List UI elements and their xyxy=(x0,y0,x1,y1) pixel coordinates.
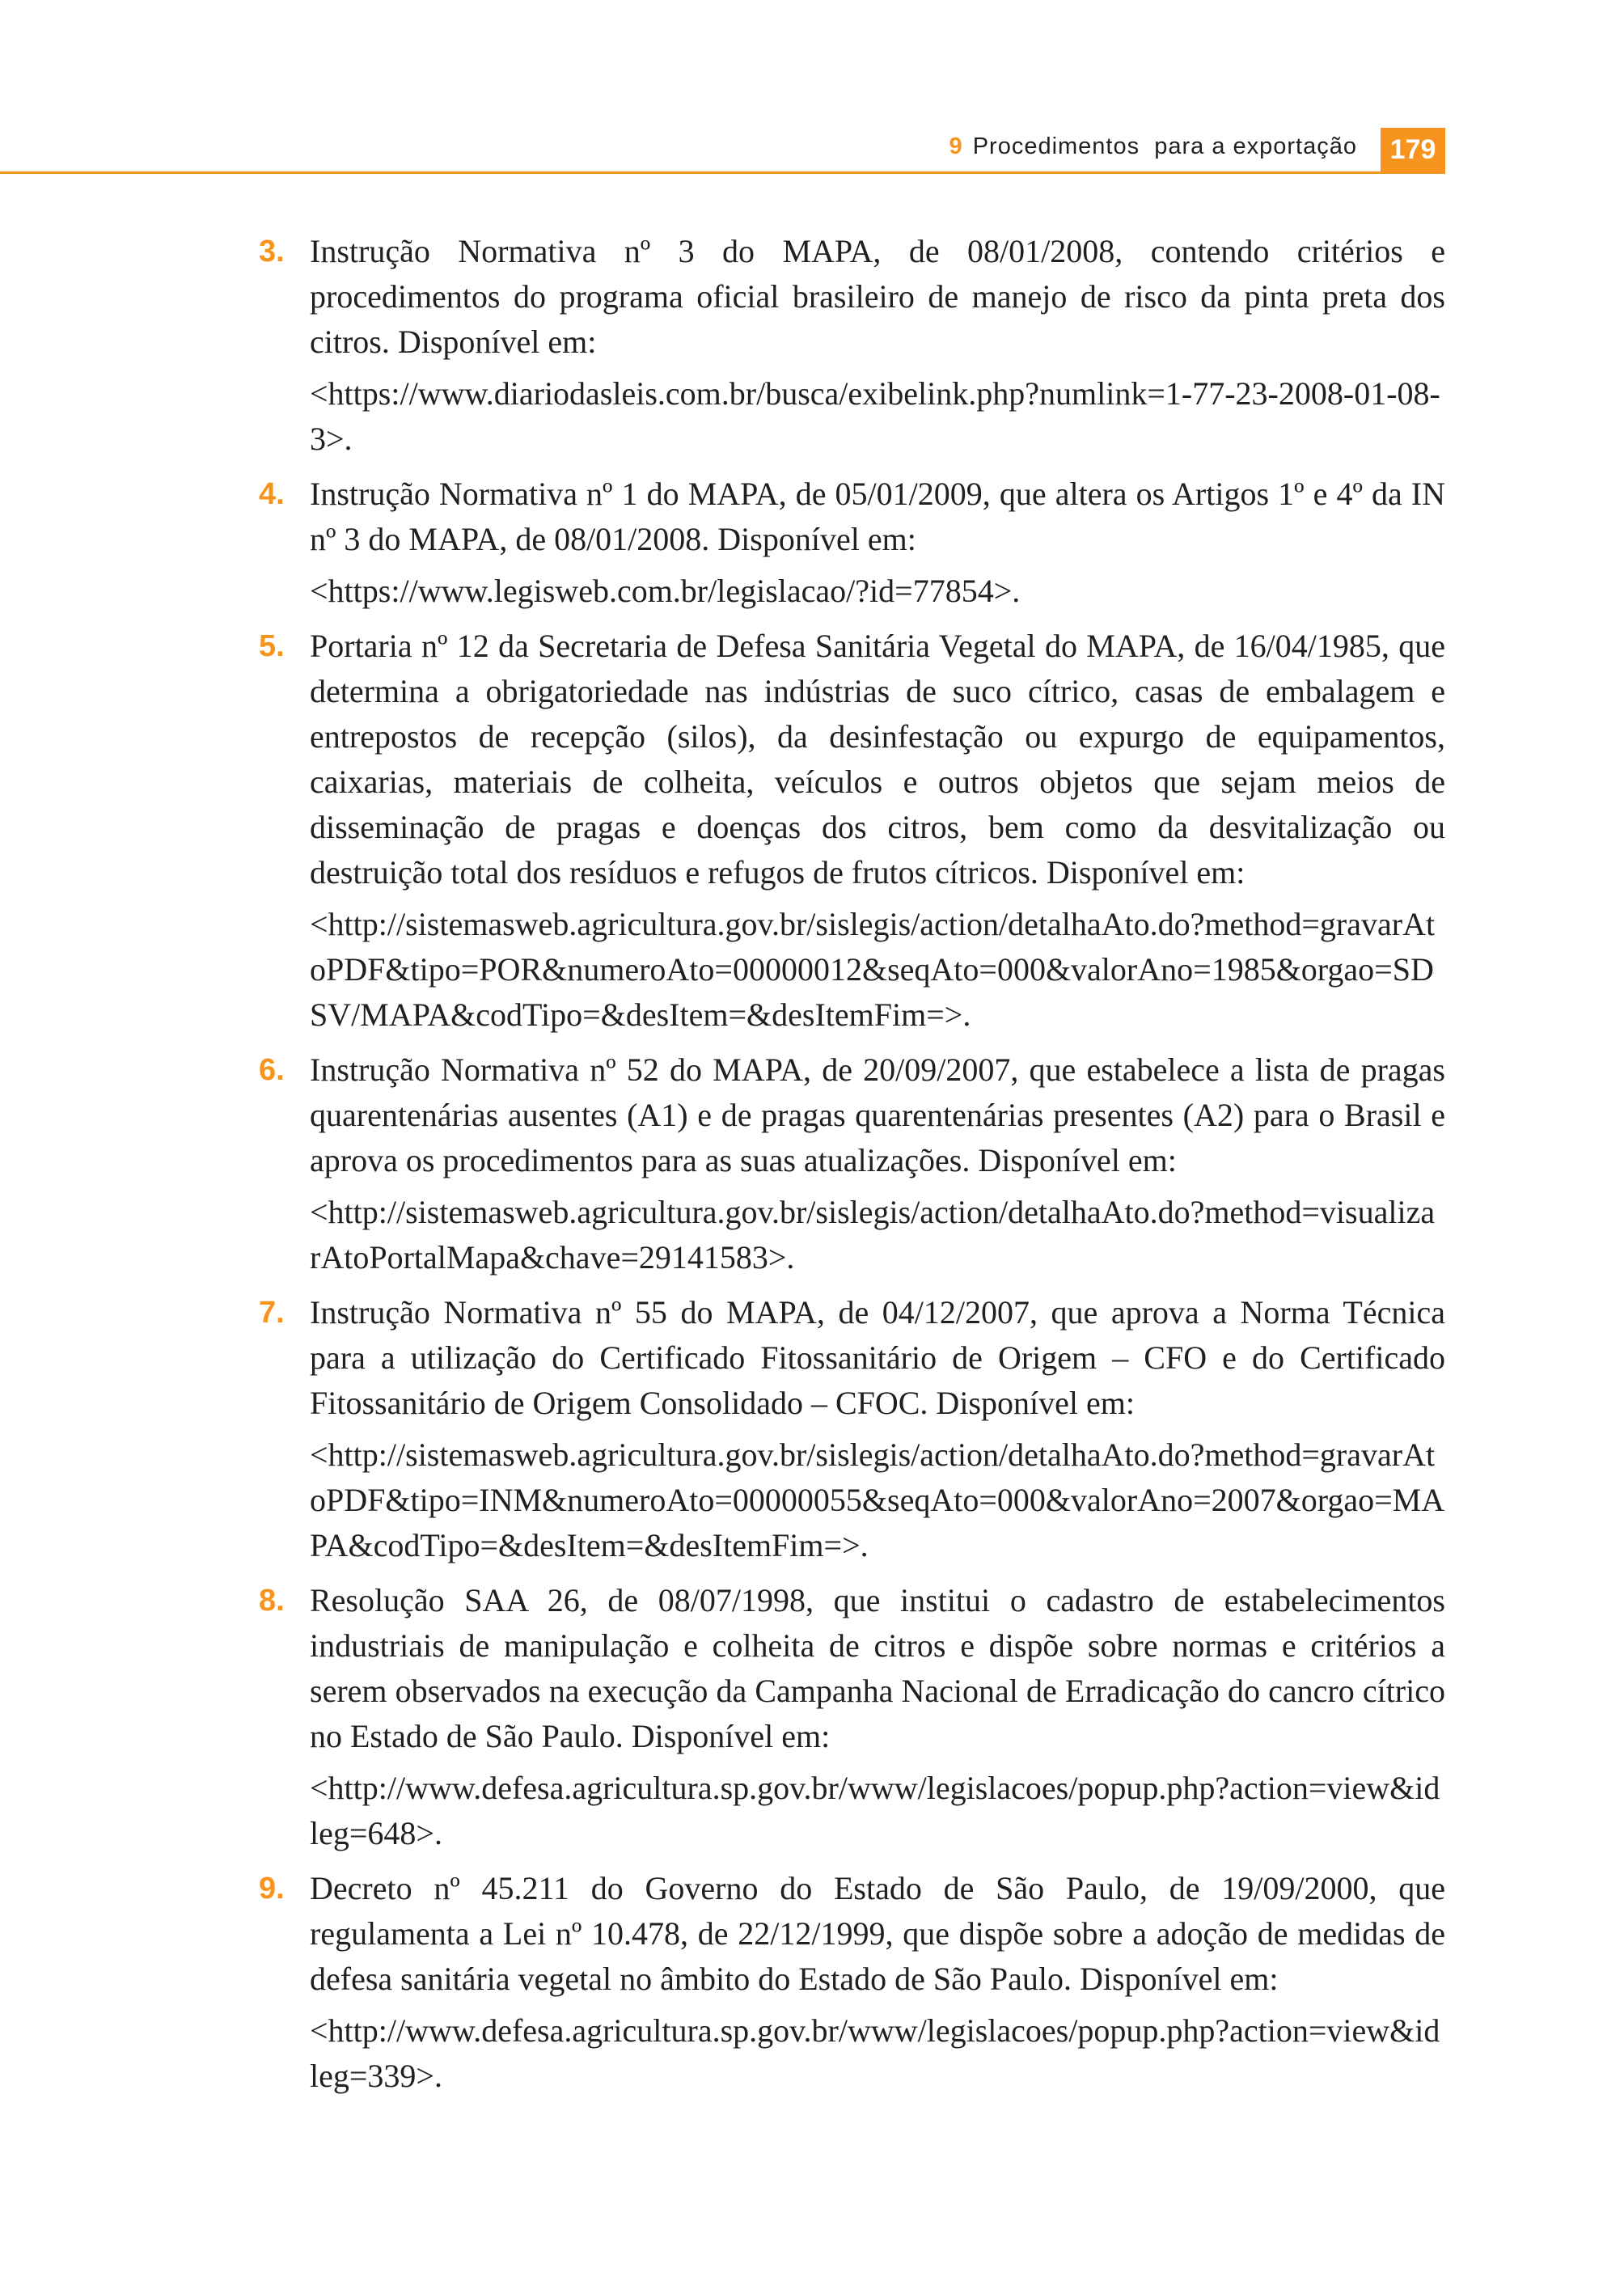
chapter-title: Procedimentos para a exportação xyxy=(972,133,1357,159)
item-link[interactable]: <http://www.defesa.agricultura.sp.gov.br/www/legislacoes/popup.php?action=view&idleg=648>. xyxy=(310,1770,1440,1851)
item-link[interactable]: <https://www.diariodasleis.com.br/busca/exibelink.php?numlink=1-77-23-2008-01-08-3>. xyxy=(310,375,1440,457)
list-item xyxy=(259,1047,1445,1280)
item-number: 5. xyxy=(259,629,285,663)
list-item xyxy=(259,472,1445,614)
list-item xyxy=(259,1578,1445,1856)
item-number: 4. xyxy=(259,477,285,511)
item-number: 7. xyxy=(259,1296,285,1330)
running-head xyxy=(949,133,1357,160)
header-divider xyxy=(0,171,1445,174)
item-link[interactable]: <http://sistemasweb.agricultura.gov.br/sislegis/action/detalhaAto.do?method=gravarAtoPDF&tipo=POR&numeroAto=00000012&seqAto=000&valorAno=1985&orgao=SDSV/MAPA&codTipo=&desItem=&desItemFim=>. xyxy=(310,906,1436,1033)
item-text: Portaria nº 12 da Secretaria de Defesa Sanitária Vegetal do MAPA, de 16/04/1985, que determina a obrigatoriedade nas indústrias de suco cítrico, casas de embalagem e entrepostos de recepção (silos), da desinfestação ou expurgo de equipamentos, caixarias, materiais de colheita, veículos e outros objetos que sejam meios de disseminação de pragas e doenças dos citros, bem como da desvitalização ou destruição total dos resíduos e refugos de frutos cítricos. Disponível em: xyxy=(310,628,1445,891)
list-item xyxy=(259,1290,1445,1568)
page-number: 179 xyxy=(1381,128,1445,171)
item-number: 3. xyxy=(259,235,285,269)
page-header xyxy=(0,0,1624,174)
item-text: Decreto nº 45.211 do Governo do Estado de São Paulo, de 19/09/2000, que regulamenta a Lei nº 10.478, de 22/12/1999, que dispõe sobre a adoção de medidas de defesa sanitária vegetal no âmbito do Estado de São Paulo. Disponível em: xyxy=(310,1870,1445,1997)
reference-list xyxy=(259,229,1445,2109)
item-link[interactable]: <http://sistemasweb.agricultura.gov.br/sislegis/action/detalhaAto.do?method=visualizarAtoPortalMapa&chave=29141583>. xyxy=(310,1194,1436,1276)
item-link[interactable]: <https://www.legisweb.com.br/legislacao/?id=77854>. xyxy=(310,573,1021,609)
item-number: 9. xyxy=(259,1872,285,1906)
item-link[interactable]: <http://sistemasweb.agricultura.gov.br/sislegis/action/detalhaAto.do?method=gravarAtoPDF&tipo=INM&numeroAto=00000055&seqAto=000&valorAno=2007&orgao=MAPA&codTipo=&desItem=&desItemFim=>. xyxy=(310,1436,1445,1563)
item-number: 8. xyxy=(259,1584,285,1618)
item-text: Instrução Normativa nº 52 do MAPA, de 20/09/2007, que estabelece a lista de pragas quarentenárias ausentes (A1) e de pragas quarentenárias presentes (A2) para o Brasil e aprova os procedimentos para as suas atualizações. Disponível em: xyxy=(310,1051,1445,1178)
list-item xyxy=(259,1866,1445,2099)
list-item xyxy=(259,624,1445,1038)
list-item xyxy=(259,229,1445,462)
item-text: Resolução SAA 26, de 08/07/1998, que institui o cadastro de estabelecimentos industriais de manipulação e colheita de citros e dispõe sobre normas e critérios a serem observados na execução da Campanha Nacional de Erradicação do cancro cítrico no Estado de São Paulo. Disponível em: xyxy=(310,1582,1445,1754)
chapter-number: 9 xyxy=(949,133,963,159)
item-text: Instrução Normativa nº 1 do MAPA, de 05/01/2009, que altera os Artigos 1º e 4º da IN nº 3 do MAPA, de 08/01/2008. Disponível em: xyxy=(310,476,1445,557)
item-number: 6. xyxy=(259,1053,285,1087)
item-text: Instrução Normativa nº 3 do MAPA, de 08/01/2008, contendo critérios e procedimentos do programa oficial brasileiro de manejo de risco da pinta preta dos citros. Disponível em: xyxy=(310,233,1445,360)
item-text: Instrução Normativa nº 55 do MAPA, de 04/12/2007, que aprova a Norma Técnica para a utilização do Certificado Fitossanitário de Origem – CFO e do Certificado Fitossanitário de Origem Consolidado – CFOC. Disponível em: xyxy=(310,1294,1445,1421)
item-link[interactable]: <http://www.defesa.agricultura.sp.gov.br/www/legislacoes/popup.php?action=view&idleg=339>. xyxy=(310,2012,1440,2094)
